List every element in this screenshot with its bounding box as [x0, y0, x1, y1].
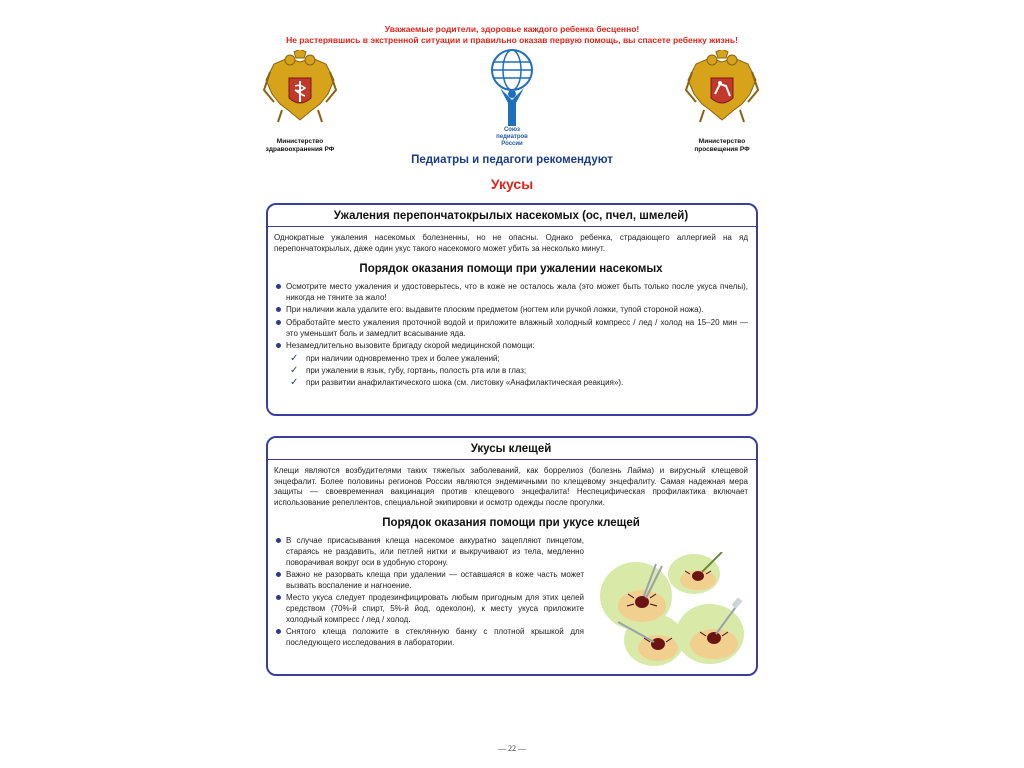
bullet-icon	[276, 595, 281, 600]
caption-line: Министерство	[698, 138, 746, 145]
checkmark-icon: ✓	[290, 364, 299, 376]
check-item	[286, 365, 748, 377]
section-heading: Укусы клещей	[470, 443, 552, 455]
list-item-text: Снятого клеща положите в стеклянную банку с плотной крышкой для последующего исследования в лаборатории.	[286, 627, 584, 647]
list-item-text: Место укуса следует продезинфицировать любым пригодным для этих целей средством (70%-й спирт, 5%-й йод, одеколон), к месту укуса приложите холодный компресс / лед / холод.	[286, 593, 584, 624]
list-item-text: Обработайте место ужаления проточной водой и приложите влажный холодный компресс / лед / холод на 15–20 мин — это уменьшит боль и замедлит всасывание яда.	[286, 317, 748, 338]
list-item-text: Важно не разорвать клеща при удалении — оставшаяся в коже часть может вызвать воспаление и нагноение.	[286, 570, 584, 590]
insect-stings-card	[266, 203, 758, 416]
recommend-heading: Педиатры и педагоги рекомендуют	[411, 154, 613, 166]
union-pediatricians-logo	[486, 48, 538, 135]
check-item	[286, 377, 748, 389]
help-steps-list	[274, 536, 584, 648]
list-item	[274, 593, 584, 625]
ministry-health-emblem	[262, 50, 338, 133]
list-item-text: Незамедлительно вызовите бригаду скорой медицинской помощи:	[286, 341, 535, 351]
list-item	[274, 341, 748, 389]
caption-line: России	[501, 141, 523, 147]
caption-line: просвещения РФ	[694, 146, 750, 153]
list-item-text: Осмотрите место ужаления и удостоверьтесь, что в коже не осталось жала (это может быть только после укуса пчелы), никогда не тяните за жало!	[286, 282, 748, 302]
union-caption	[476, 127, 548, 148]
check-item-text: при ужалении в язык, губу, гортань, полость рта или в глаз;	[306, 365, 527, 375]
checkmark-icon: ✓	[290, 352, 299, 364]
section-subheading: Порядок оказания помощи при ужалении насекомых	[359, 263, 663, 276]
list-item	[274, 282, 748, 303]
double-headed-eagle-icon	[684, 50, 760, 128]
header-line-1: Уважаемые родители, здоровье каждого ребенка бесценно!	[384, 24, 640, 34]
tick-removal-illustration	[598, 552, 750, 675]
caption-line: Союз	[503, 127, 521, 133]
list-item	[274, 305, 748, 316]
bullet-icon	[276, 343, 281, 348]
list-item-text: При наличии жала удалите его: выдавите плоским предметом (ногтем или ручкой ложки, тупой стороной ножа).	[286, 305, 704, 315]
section-intro: Клещи являются возбудителями таких тяжелых заболеваний, как боррелиоз (болезнь Лайма) и вирусный клещевой энцефалит. Более половины регионов России являются эндемичными по клещевому энцефалиту. Самая надежная мера защиты — своевременная вакцинация против клещевого энцефалита! Неспецифическая профилактика включает использование репеллентов, специальной экипировки и осмотр одежды после прогулки.	[274, 466, 748, 507]
globe-person-icon	[486, 48, 538, 130]
list-item	[274, 318, 748, 339]
section-heading: Ужаления перепончатокрылых насекомых (ос, пчел, шмелей)	[333, 210, 689, 222]
bullet-icon	[276, 284, 281, 289]
ministry-education-emblem	[684, 50, 760, 133]
double-headed-eagle-icon	[262, 50, 338, 128]
help-steps-list	[274, 282, 748, 389]
ministry-health-caption	[250, 138, 350, 154]
checkmark-icon: ✓	[290, 376, 299, 388]
check-item	[286, 353, 748, 365]
page-title: Укусы	[490, 176, 534, 192]
list-item	[274, 536, 584, 568]
check-item-text: при наличии одновременно трех и более ужалений;	[306, 353, 500, 363]
list-item	[274, 570, 584, 591]
list-item-text: В случае присасывания клеща насекомое аккуратно зацепляют пинцетом, стараясь не раздавить, или петлей нитки и выкручивают из тела, медленно поворачивая вокруг оси в удобную сторону.	[286, 536, 584, 567]
list-item	[274, 627, 584, 648]
bullet-icon	[276, 629, 281, 634]
bullet-icon	[276, 307, 281, 312]
caption-line: педиатров	[496, 134, 528, 140]
divider	[268, 226, 756, 227]
bullet-icon	[276, 572, 281, 577]
check-item-text: при развитии анафилактического шока (см. листовку «Анафилактическая реакция»).	[306, 377, 624, 387]
caption-line: здравоохранения РФ	[265, 146, 335, 153]
bullet-icon	[276, 538, 281, 543]
bullet-icon	[276, 320, 281, 325]
ministry-education-caption	[672, 138, 772, 154]
section-intro: Однократные ужаления насекомых болезненны, но не опасны. Однако ребенка, страдающего аллергией на яд перепончатокрылых, даже один укус такого насекомого может убить за несколько минут.	[274, 233, 748, 253]
ambulance-conditions-list	[286, 353, 748, 389]
caption-line: Министерство	[276, 138, 324, 145]
page-number: — 22 —	[498, 744, 526, 753]
header-line-2: Не растерявшись в экстренной ситуации и правильно оказав первую помощь, вы спасете ребенку жизнь!	[286, 35, 738, 45]
section-subheading: Порядок оказания помощи при укусе клещей	[382, 517, 640, 530]
divider	[268, 459, 756, 460]
tick-removal-icon	[598, 552, 750, 670]
